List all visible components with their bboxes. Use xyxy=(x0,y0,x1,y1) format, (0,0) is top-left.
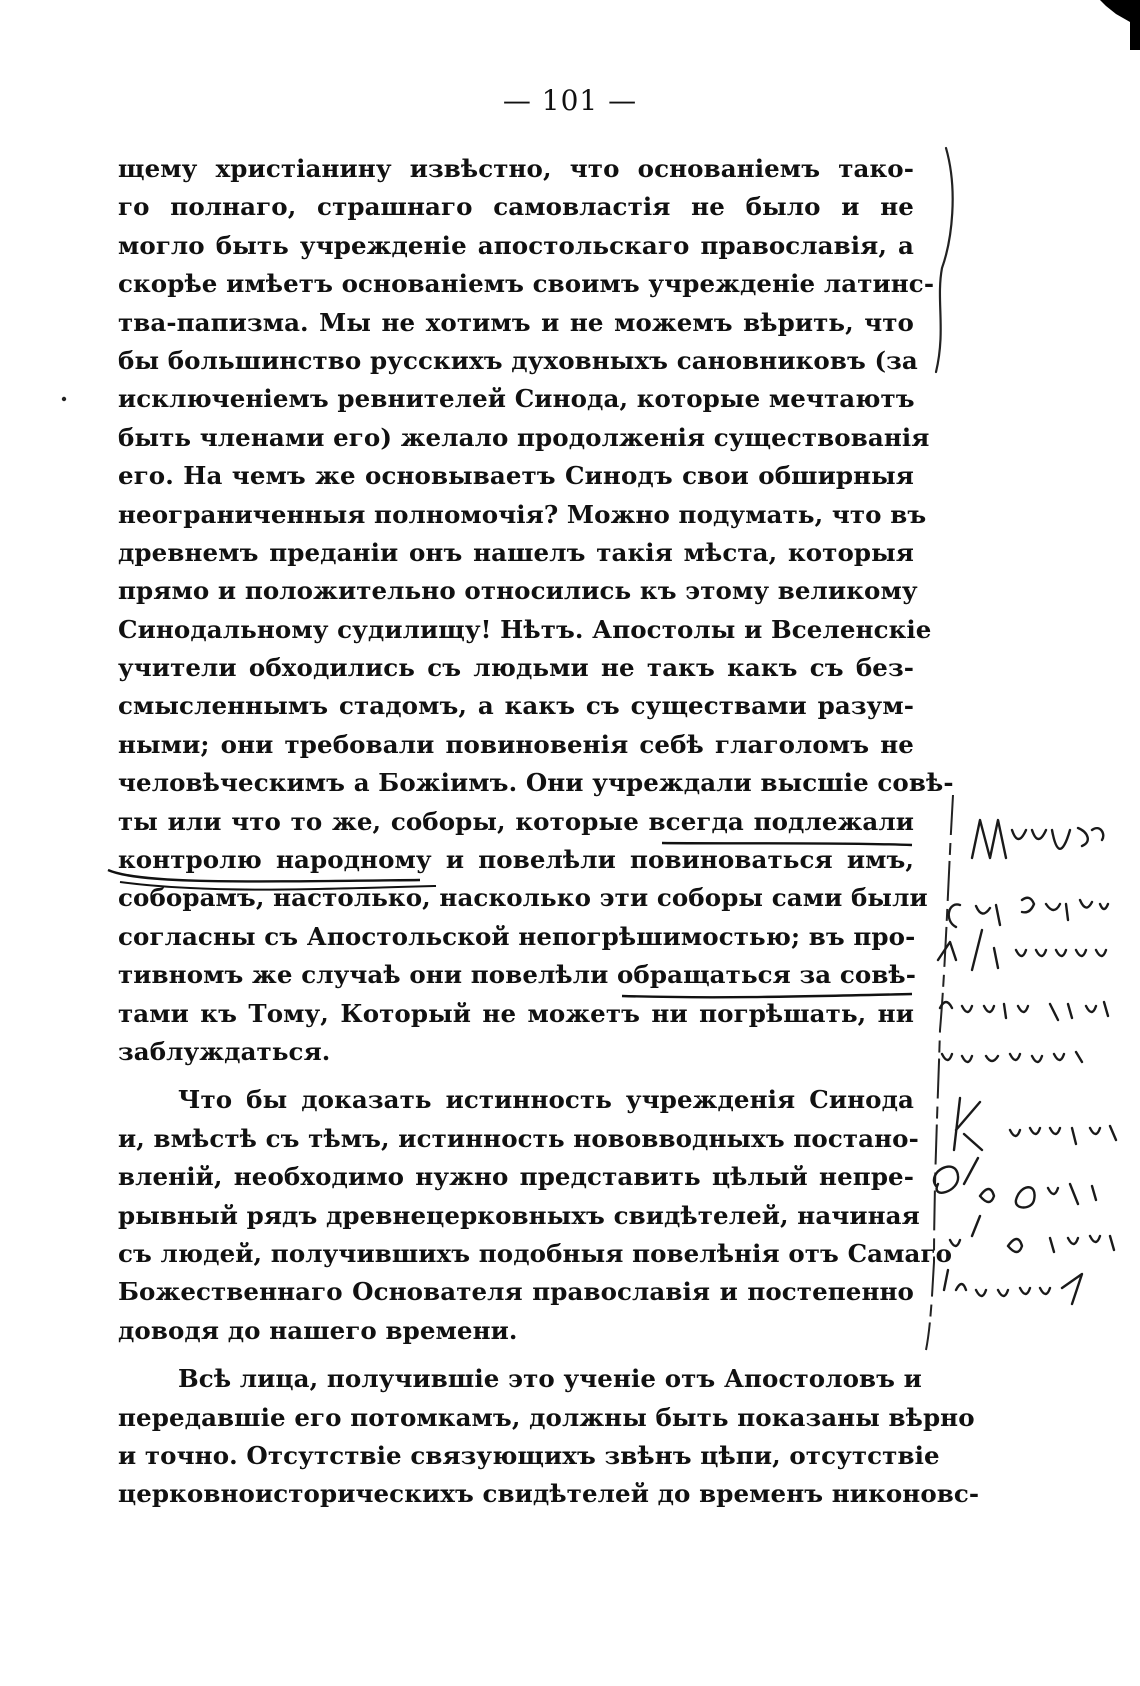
page-number: — 101 — xyxy=(502,84,638,117)
text-line: могло быть учрежденіе апостольскаго православія, а xyxy=(118,230,914,260)
text-line: учители обходились съ людьми не такъ какъ съ без- xyxy=(118,653,914,683)
text-line: человѣческимъ а Божіимъ. Они учреждали высшіе совѣ- xyxy=(118,768,954,798)
text-line: ты или что то же, соборы, которые всегда подлежали xyxy=(118,806,914,836)
text-line: и, вмѣстѣ съ тѣмъ, истинность нововводныхъ постано- xyxy=(118,1123,919,1153)
text-line: заблуждаться. xyxy=(118,1036,331,1066)
text-line: церковноисторическихъ свидѣтелей до временъ никоновс- xyxy=(118,1479,980,1509)
text-line: доводя до нашего времени. xyxy=(118,1315,518,1345)
text-line: ными; они требовали повиновенія себѣ глаголомъ не xyxy=(118,729,914,759)
text-line: смысленнымъ стадомъ, а какъ съ существами разум- xyxy=(118,691,914,721)
text-line: рывный рядъ древнецерковныхъ свидѣтелей, начиная xyxy=(118,1200,920,1230)
text-line: съ людей, получившихъ подобныя повелѣнія отъ Самаго xyxy=(118,1238,953,1268)
text-line: Всѣ лица, получившіе это ученіе отъ Апостоловъ и xyxy=(178,1364,922,1394)
text-line: прямо и положительно относились къ этому великому xyxy=(118,576,918,606)
text-line: его. На чемъ же основываетъ Синодъ свои обширныя xyxy=(118,461,914,491)
text-line: и точно. Отсутствіе связующихъ звѣнъ цѣпи, отсутствіе xyxy=(118,1440,940,1470)
margin-bracket-top xyxy=(936,148,953,372)
text-line: быть членами его) желало продолженія существованія xyxy=(118,422,930,452)
text-line: Что бы доказать истинность учрежденія Синода xyxy=(178,1085,914,1115)
text-line: Божественнаго Основателя православія и постепенно xyxy=(118,1277,914,1307)
text-line: бы большинство русскихъ духовныхъ сановниковъ (за xyxy=(118,345,918,375)
text-line: Синодальному судилищу! Нѣтъ. Апостолы и Вселенскіе xyxy=(118,614,932,644)
text-line: тами къ Тому, Который не можетъ ни погрѣшать, ни xyxy=(118,998,914,1028)
text-line: скорѣе имѣетъ основаніемъ своимъ учрежденіе латинс- xyxy=(118,269,935,299)
text-line: исключеніемъ ревнителей Синода, которые мечтаютъ xyxy=(118,384,915,414)
text-line: вленій, необходимо нужно представить цѣлый непре- xyxy=(118,1162,914,1192)
text-line: соборамъ, настолько, насколько эти соборы сами были xyxy=(118,883,928,913)
text-line: контролю народному и повелѣли повиноваться имъ, xyxy=(118,845,914,875)
text-line: неограниченныя полномочія? Можно подумать, что въ xyxy=(118,499,927,529)
scan-corner-mark xyxy=(1100,0,1140,50)
text-line: го полнаго, страшнаго самовластія не было и не xyxy=(118,192,914,222)
text-line: тва-папизма. Мы не хотимъ и не можемъ вѣрить, что xyxy=(118,307,914,337)
text-line: древнемъ преданіи онъ нашелъ такія мѣста, которыя xyxy=(118,537,914,567)
text-line: согласны съ Апостольской непогрѣшимостью; въ про- xyxy=(118,921,916,951)
body-text xyxy=(118,150,980,1514)
text-line: передавшіе его потомкамъ, должны быть показаны вѣрно xyxy=(118,1402,975,1432)
text-line: щему христіанину извѣстно, что основаніемъ тако- xyxy=(118,154,914,183)
text-line: тивномъ же случаѣ они повелѣли обращаться за совѣ- xyxy=(118,960,917,990)
